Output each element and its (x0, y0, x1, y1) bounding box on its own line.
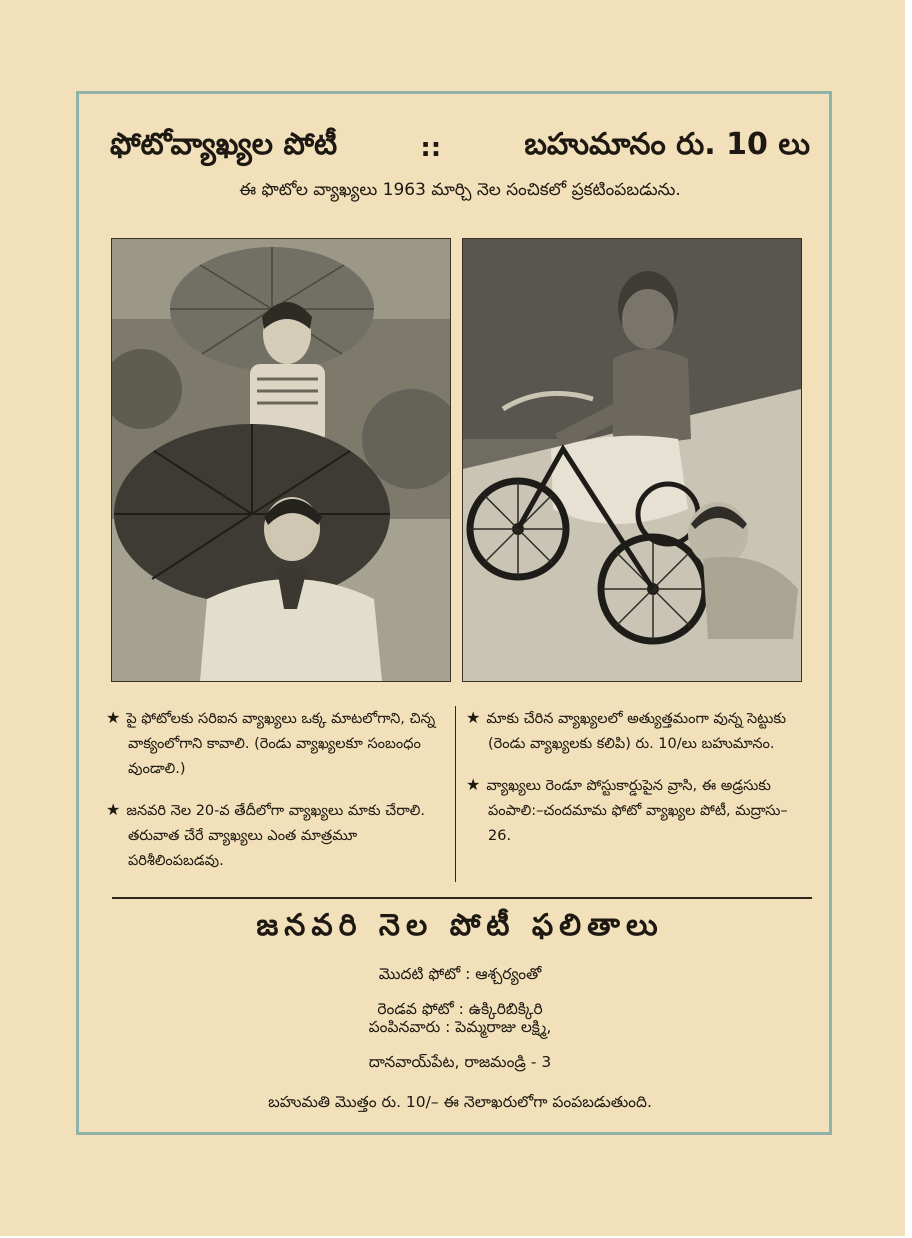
rule-item (106, 705, 446, 782)
title-left: ఫోటోవ్యాఖ్యల పోటీ (110, 127, 338, 162)
contest-title (110, 123, 810, 173)
star-icon: ★ (106, 708, 121, 727)
rule-text: పై ఫోటోలకు సరిఐన వ్యాఖ్యలు ఒక్క మాటలోగాని, చిన్న వాక్యంలోగాని కావాలి. (రెండు వ్యాఖ్యలకూ సంబంధం వుండాలి.) (126, 711, 436, 777)
star-icon: ★ (466, 708, 481, 727)
star-icon: ★ (466, 775, 481, 794)
rule-item (466, 772, 806, 849)
photo-children-umbrellas (111, 238, 451, 682)
contest-subtitle: ఈ ఫొటోల వ్యాఖ్యలు 1963 మార్చి నెల సంచికలో ప్రకటింపబడును. (239, 180, 681, 200)
result-sender-name: పంపినవారు : పెమ్మరాజు లక్ష్మి, (368, 1018, 552, 1036)
title-prize: బహుమానం రు. 10 లు (524, 127, 810, 162)
photo-right-illustration (463, 239, 801, 681)
photo-child-tricycle (462, 238, 802, 682)
result-address: దానవాయ్‌పేట, రాజమండ్రి - 3 (368, 1053, 552, 1071)
rules-right-column (466, 705, 806, 864)
column-divider (455, 706, 456, 882)
result-second-photo: రెండవ ఫోటో : ఉక్కిరిబిక్కిరి (377, 1000, 543, 1018)
rule-text: జనవరి నెల 20-వ తేదీలోగా వ్యాఖ్యలు మాకు చేరాలి. తరువాత చేరే వ్యాఖ్యలు ఎంత మాత్రమూ పరిశీలింపబడవు. (126, 803, 426, 869)
rule-item (466, 705, 806, 757)
title-separator: :: (420, 133, 442, 163)
rule-text: మాకు చేరిన వ్యాఖ్యలలో అత్యుత్తమంగా వున్న సెట్టుకు (రెండు వ్యాఖ్యలకు కలిపి) రు. 10/లు బహుమానం. (486, 711, 786, 752)
photo-left-illustration (112, 239, 450, 681)
results-title: జనవరి నెల పోటీ ఫలితాలు (256, 908, 664, 943)
rule-item (106, 797, 446, 874)
prize-note: బహుమతి మొత్తం రు. 10/– ఈ నెలాఖరులోగా పంపబడుతుంది. (268, 1093, 652, 1111)
rules-left-column (106, 705, 446, 889)
star-icon: ★ (106, 800, 121, 819)
rule-text: వ్యాఖ్యలు రెండూ పోస్టుకార్డుపైన వ్రాసి, ఈ అడ్రసుకు పంపాలి:–చందమామ ఫోటో వ్యాఖ్యల పోటీ, మద్రాసు–26. (486, 778, 788, 844)
section-divider (112, 897, 812, 899)
result-first-photo: మొదటి ఫోటో : ఆశ్చర్యంతో (378, 965, 542, 983)
